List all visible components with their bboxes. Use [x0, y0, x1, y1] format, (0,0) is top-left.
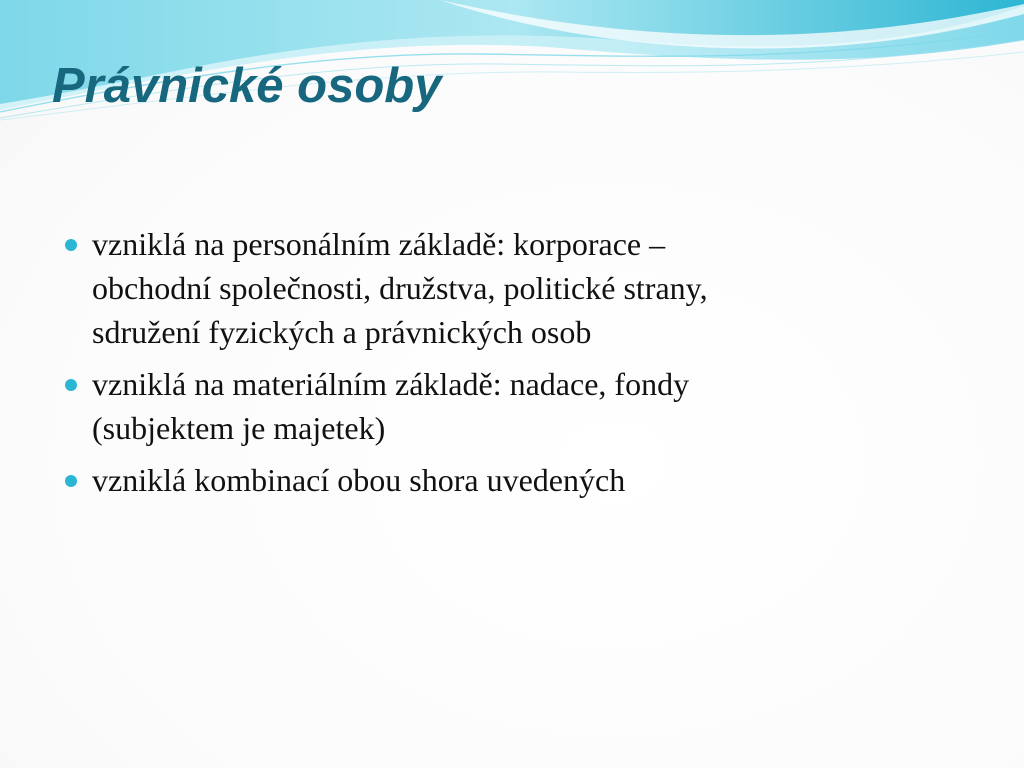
bullet-dot-icon — [65, 379, 77, 391]
bullet-dot-icon — [65, 475, 77, 487]
bullet-line: vzniklá na personálním základě: korporace – — [92, 226, 666, 262]
bullet-item-combination — [62, 458, 962, 502]
bullet-line: vzniklá kombinací obou shora uvedených — [92, 462, 626, 498]
bullet-item-personal-basis — [62, 222, 962, 354]
bullet-dot-icon — [65, 239, 77, 251]
bullet-line: sdružení fyzických a právnických osob — [92, 314, 592, 350]
bullet-line: vzniklá na materiálním základě: nadace, fondy — [92, 366, 690, 402]
bullet-list — [62, 222, 962, 510]
slide-title: Právnické osoby — [52, 59, 442, 113]
bullet-line: obchodní společnosti, družstva, politické strany, — [92, 270, 708, 306]
bullet-line: (subjektem je majetek) — [92, 410, 386, 446]
bullet-item-material-basis — [62, 362, 962, 450]
